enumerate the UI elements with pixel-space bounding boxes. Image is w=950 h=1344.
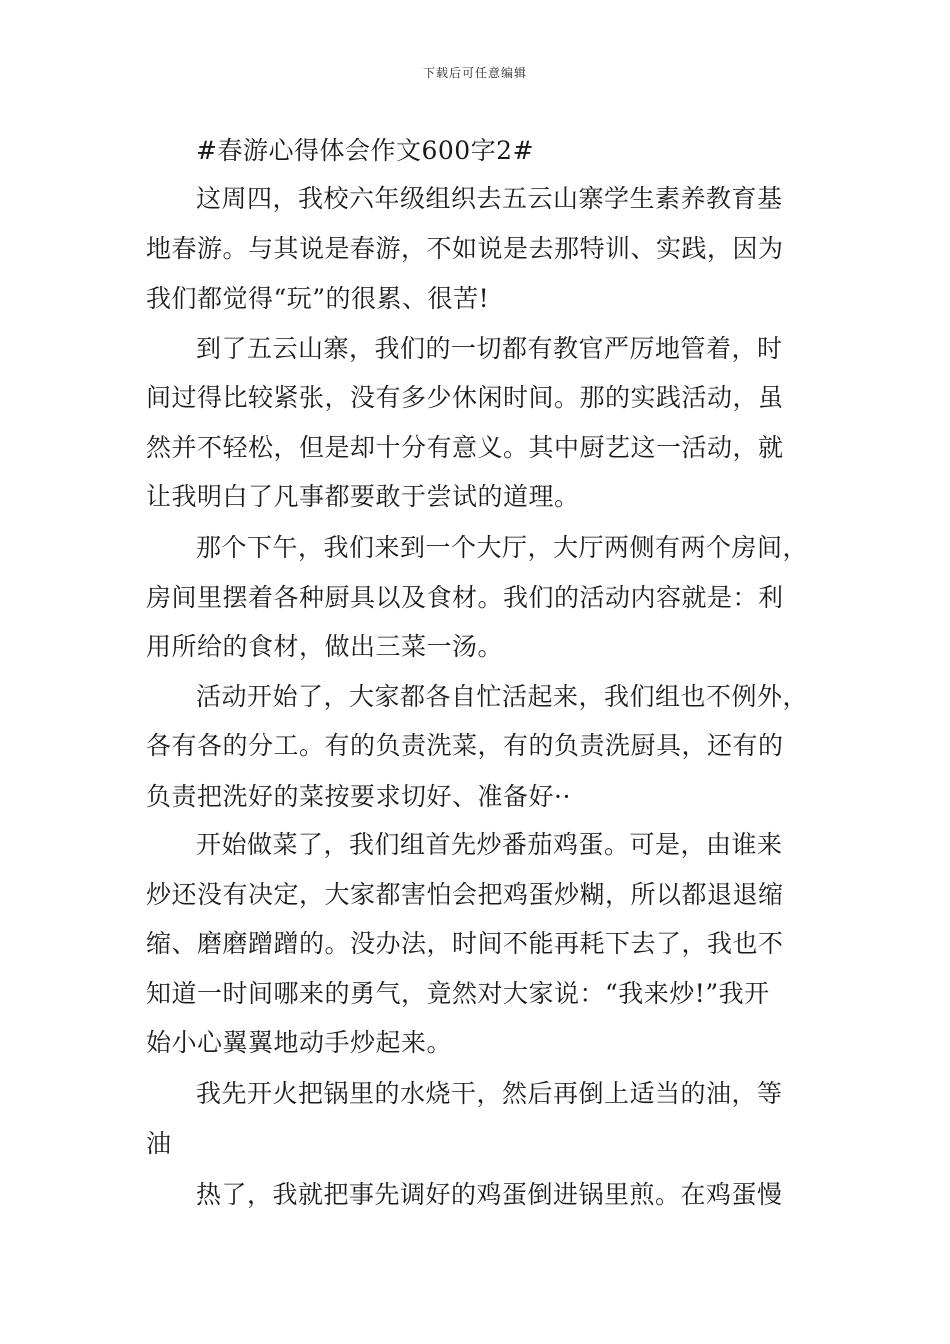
paragraph-line: 热了，我就把事先调好的鸡蛋倒进锅里煎。在鸡蛋慢: [196, 1180, 783, 1209]
paragraph-line: 开始做菜了，我们组首先炒番茄鸡蛋。可是，由谁来: [196, 830, 783, 859]
paragraph-line: 油: [146, 1129, 172, 1158]
paragraph-line: 那个下午，我们来到一个大厅，大厅两侧有两个房间，: [196, 533, 809, 562]
paragraph-line: 缩、磨磨蹭蹭的。没办法，时间不能再耗下去了，我也不: [146, 929, 784, 958]
paragraph-line: 房间里摆着各种厨具以及食材。我们的活动内容就是：利: [146, 583, 784, 612]
paragraph-line: 活动开始了，大家都各自忙活起来，我们组也不例外，: [196, 682, 809, 711]
paragraph-line: 各有各的分工。有的负责洗菜，有的负责洗厨具，还有的: [146, 731, 784, 760]
paragraph-line: 间过得比较紧张，没有多少休闲时间。那的实践活动，虽: [146, 383, 784, 412]
paragraph-line: 然并不轻松，但是却十分有意义。其中厨艺这一活动，就: [146, 433, 784, 462]
paragraph-line: 炒还没有决定，大家都害怕会把鸡蛋炒糊，所以都退退缩: [146, 880, 784, 909]
essay-title: #春游心得体会作文600字2#: [196, 136, 535, 165]
paragraph-line: 我们都觉得“玩”的很累、很苦!: [146, 284, 490, 313]
header-note: 下载后可任意编辑: [422, 66, 527, 80]
paragraph-line: 这周四，我校六年级组织去五云山寨学生素养教育基: [196, 184, 783, 213]
paragraph-line: 用所给的食材，做出三菜一汤。: [146, 632, 504, 661]
paragraph-line: 始小心翼翼地动手炒起来。: [146, 1028, 453, 1057]
paragraph-line: 到了五云山寨，我们的一切都有教官严厉地管着，时: [196, 334, 783, 363]
paragraph-line: 知道一时间哪来的勇气，竟然对大家说：“我来炒!”我开: [146, 979, 770, 1008]
paragraph-line: 我先开火把锅里的水烧干，然后再倒上适当的油，等: [196, 1079, 783, 1108]
paragraph-line: 负责把洗好的菜按要求切好、准备好··: [146, 782, 571, 811]
paragraph-line: 地春游。与其说是春游，不如说是去那特训、实践，因为: [146, 234, 784, 263]
paragraph-line: 让我明白了凡事都要敢于尝试的道理。: [146, 482, 580, 511]
